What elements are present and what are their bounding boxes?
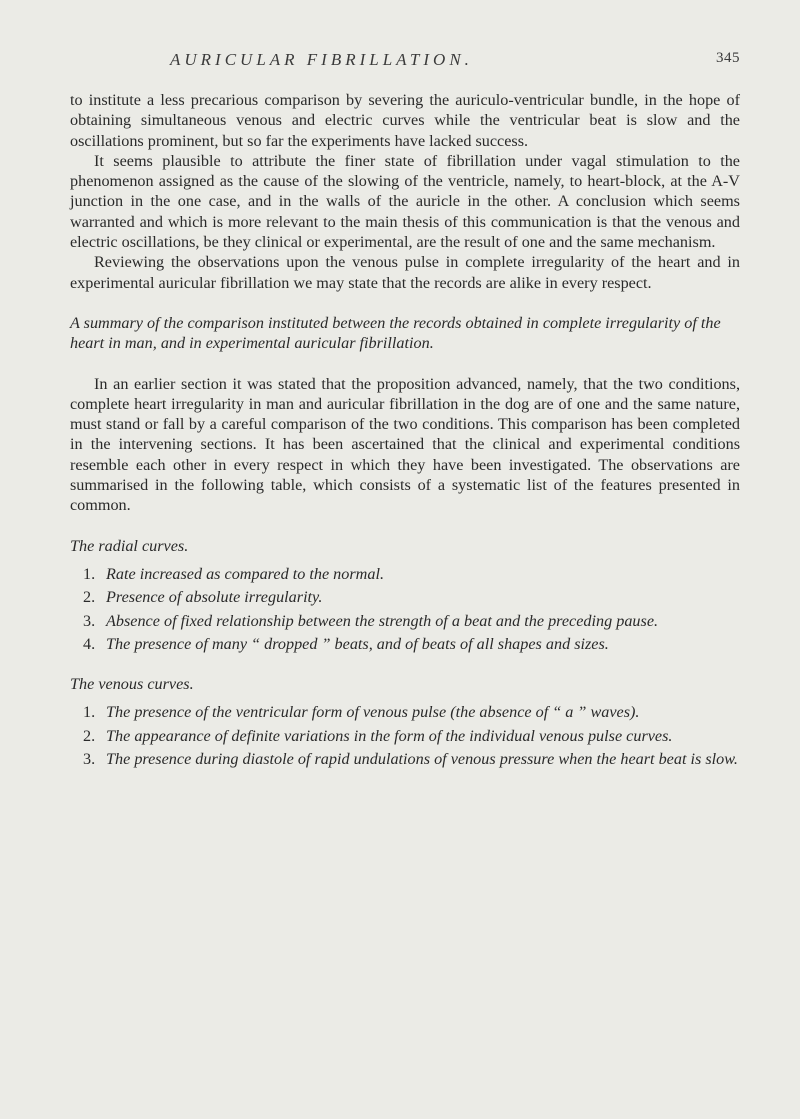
- list-item-text: Absence of fixed relationship between the strength of a beat and the preceding pause.: [106, 611, 659, 630]
- list-item-number: 3.: [83, 611, 96, 630]
- list-item: [70, 611, 740, 631]
- section-body: [70, 374, 740, 516]
- running-title: AURICULAR FIBRILLATION.: [170, 50, 473, 69]
- list-item-text: Rate increased as compared to the normal.: [106, 564, 384, 583]
- body-text: [70, 90, 740, 293]
- paragraph-comparison: In an earlier section it was stated that the proposition advanced, namely, that the two conditions, complete heart irregularity in man and auricular fibrillation in the dog are of one and the same nature, must stand or fall by a careful comparison of the two conditions. This comparison has been completed in the intervening sections. It has been ascertained that the clinical and experimental conditions resemble each other in every respect in which they have been investigated. The observations are summarised in the following table, which consists of a systematic list of the features presented in common.: [70, 374, 740, 515]
- section-heading-summary: A summary of the comparison instituted between the records obtained in complete irregularity of the heart in man, and in experimental auricular fibrillation.: [70, 313, 721, 353]
- list-item-number: 2.: [83, 726, 96, 745]
- list-item: [70, 702, 740, 722]
- list-item-text: The appearance of definite variations in the form of the individual venous pulse curves.: [106, 726, 673, 745]
- radial-curves-list: [70, 564, 740, 654]
- list-item: [70, 564, 740, 584]
- book-page: [70, 50, 740, 772]
- list-item-text: The presence during diastole of rapid undulations of venous pressure when the heart beat is slow.: [106, 750, 738, 769]
- page-number: 345: [716, 50, 740, 66]
- list-item-number: 1.: [83, 703, 96, 722]
- list-item-number: 1.: [83, 564, 96, 583]
- list-item-text: The presence of the ventricular form of venous pulse (the absence of “ a ” waves).: [106, 703, 640, 722]
- list-item: [70, 749, 740, 769]
- paragraph-venous-review: Reviewing the observations upon the venous pulse in complete irregularity of the heart and in experimental auricular fibrillation we may state that the records are alike in every respect.: [70, 253, 740, 292]
- list-item-number: 4.: [83, 634, 96, 653]
- list-item-text: Presence of absolute irregularity.: [106, 588, 323, 607]
- subheading-radial-curves: The radial curves.: [70, 536, 189, 555]
- list-item-number: 2.: [83, 588, 96, 607]
- subheading-venous-curves: The venous curves.: [70, 675, 194, 694]
- list-item: [70, 726, 740, 746]
- list-item-number: 3.: [83, 750, 96, 769]
- paragraph-continuation: to institute a less precarious comparison by severing the auriculo-ventricular bundle, in the hope of obtaining simultaneous venous and electric curves while the ventricular beat is slow and the oscillations prominent, but so far the experiments have lacked success.: [70, 91, 740, 150]
- page-header: [70, 50, 740, 76]
- list-item: [70, 634, 740, 654]
- venous-curves-list: [70, 702, 740, 769]
- list-item: [70, 587, 740, 607]
- list-item-text: The presence of many “ dropped ” beats, and of beats of all shapes and sizes.: [106, 634, 609, 653]
- paragraph-vagal-stimulation: It seems plausible to attribute the finer state of fibrillation under vagal stimulation to the phenomenon assigned as the cause of the slowing of the ventricle, namely, to heart-block, at the A-V junction in the one case, and in the walls of the auricle in the other. A conclusion which seems warranted and which is more relevant to the main thesis of this communication is that the venous and electric oscillations, be they clinical or experimental, are the result of one and the same mechanism.: [70, 151, 740, 252]
